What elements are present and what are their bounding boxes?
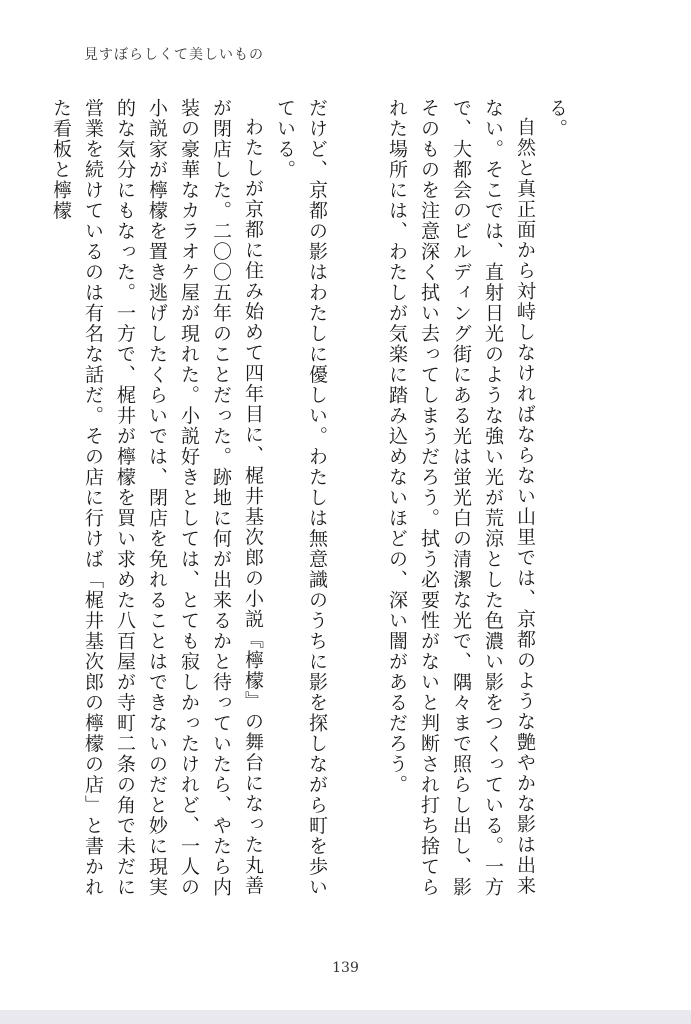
paragraph-1: る。	[546, 98, 568, 139]
paragraph-3: だけど、京都の影はわたしに優しい。わたしは無意識のうちに影を探しながら町を歩いている。	[274, 98, 328, 898]
paragraph-4: わたしが京都に住み始めて四年目に、梶井基次郎の小説『檸檬』の舞台になった丸善が閉店した。二〇〇五年のことだった。跡地に何が出来るかと待っていたら、やたら内装の豪華なカラオケ屋が現れた。小説好きとしては、とても寂しかったけれど、一人の小説家が檸檬を置き逃げしたくらいでは、閉店を免れることはできないのだと妙に現実的な気分にもなった。一方で、梶井が檸檬を買い求めた八百屋が寺町二条の角で未だに営業を続けているのは有名な話だ。その店に行けば「梶井基次郎の檸檬の店」と書かれた看板と檸檬	[50, 98, 264, 898]
page-number: 139	[332, 960, 359, 976]
body-text	[50, 98, 573, 898]
running-head: 見すぼらしくて美しいもの	[84, 47, 264, 63]
paragraph-2: 自然と真正面から対峙しなければならない山里では、京都のような艶やかな影は出来ない。そこでは、直射日光のような強い光が荒涼とした色濃い影をつくっている。一方で、大都会のビルディング街にある光は蛍光白の清潔な光で、隅々まで照らし出し、影そのものを注意深く拭い去ってしまうだろう。拭う必要性がないと判断され打ち捨てられた場所には、わたしが気楽に踏み込めないほどの、深い闇があるだろう。	[386, 98, 536, 898]
